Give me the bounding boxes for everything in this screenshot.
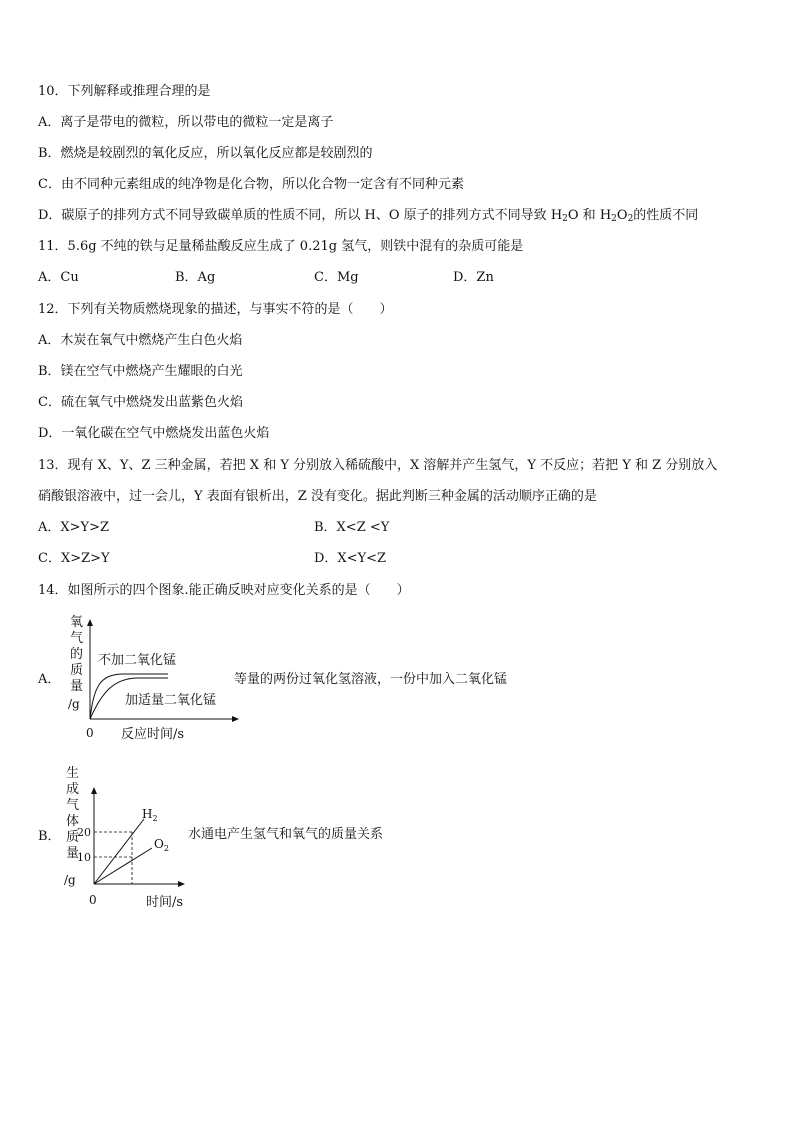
b-ylabel-7: /g — [64, 873, 76, 887]
b-h2-text: H — [142, 807, 153, 821]
b-o2-text: O — [154, 837, 164, 851]
b-tick-20: 20 — [77, 826, 91, 839]
b-line-h2 — [94, 819, 144, 884]
q13-option-b: B．X<Z <Y — [314, 520, 390, 535]
a-ylabel-5: 量 — [70, 679, 84, 694]
b-xlabel: 时间/s — [146, 895, 184, 910]
a-ylabel-3: 的 — [70, 647, 84, 662]
q14-stem: 14．如图所示的四个图象.能正确反映对应变化关系的是（ ） — [38, 583, 410, 598]
a-ylabel-1: 氧 — [70, 615, 84, 630]
q11-option-d: D．Zn — [453, 270, 494, 285]
a-ylabel-4: 质 — [70, 663, 84, 678]
b-h2-sub: 2 — [152, 814, 158, 823]
b-h2-label — [142, 807, 158, 823]
a-origin-label: 0 — [86, 726, 94, 740]
q14-option-b-letter: B． — [38, 829, 61, 844]
b-ylabel-4: 体 — [66, 814, 80, 829]
q14-option-a-desc: 等量的两份过氧化氢溶液，一份中加入二氧化锰 — [234, 672, 508, 687]
q13-option-c: C．X>Z>Y — [38, 551, 110, 566]
a-xlabel: 反应时间/s — [121, 727, 185, 742]
b-line-o2 — [94, 848, 152, 884]
q12-option-c: C．硫在氧气中燃烧发出蓝紫色火焰 — [38, 395, 243, 410]
q11-option-c: C．Mg — [314, 270, 359, 285]
q12-stem: 12．下列有关物质燃烧现象的描述，与事实不符的是（ ） — [38, 302, 393, 317]
a-ylabel-6: /g — [68, 697, 80, 711]
q14-option-b-desc: 水通电产生氢气和氧气的质量关系 — [188, 827, 384, 842]
q10-d-text-2: O 和 H — [567, 208, 612, 223]
q11-option-a: A．Cu — [38, 270, 79, 285]
a-curve2-label: 加适量二氧化锰 — [125, 693, 217, 708]
q13-option-d: D．X<Y<Z — [314, 551, 387, 566]
b-ylabel-2: 成 — [66, 782, 80, 797]
q10-d-text-3: O — [616, 208, 628, 223]
q10-option-c: C．由不同种元素组成的纯净物是化合物，所以化合物一定含有不同种元素 — [38, 177, 464, 192]
q11-option-b: B．Ag — [175, 270, 216, 285]
q10-option-d — [38, 208, 698, 224]
q10-d-sub-2: 2 — [611, 214, 617, 224]
b-origin-label: 0 — [89, 893, 97, 907]
q10-option-a: A．离子是带电的微粒，所以带电的微粒一定是离子 — [38, 115, 334, 130]
b-o2-label — [154, 837, 169, 853]
b-ylabel-3: 气 — [66, 798, 80, 813]
q10-d-text-4: 的性质不同 — [633, 208, 699, 223]
q14-option-b-graph — [62, 762, 192, 912]
q10-d-sub-1: 2 — [562, 214, 568, 224]
b-tick-10: 10 — [77, 851, 91, 864]
a-curve1-label: 不加二氧化锰 — [98, 653, 177, 668]
q14-option-a-graph — [62, 612, 242, 744]
b-ylabel-6: 量 — [66, 846, 80, 861]
b-o2-sub: 2 — [163, 844, 169, 853]
q10-d-text-1: D．碳原子的排列方式不同导致碳单质的性质不同，所以 H、O 原子的排列方式不同导致 H — [38, 208, 563, 223]
q10-d-sub-3: 2 — [627, 214, 634, 224]
q13-stem-line-1: 13．现有 X、Y、Z 三种金属，若把 X 和 Y 分别放入稀硫酸中，X 溶解并产生氢气，Y 不反应；若把 Y 和 Z 分别放入 — [38, 458, 718, 473]
q13-option-a: A．X>Y>Z — [38, 520, 110, 535]
b-ylabel-1: 生 — [66, 766, 80, 781]
q10-option-b: B．燃烧是较剧烈的氧化反应，所以氧化反应都是较剧烈的 — [38, 146, 373, 161]
b-ylabel-5: 质 — [66, 830, 80, 845]
q11-stem: 11．5.6g 不纯的铁与足量稀盐酸反应生成了 0.21g 氢气，则铁中混有的杂质可能是 — [38, 239, 524, 254]
a-ylabel-2: 气 — [70, 631, 84, 646]
q14-option-a-letter: A． — [38, 672, 61, 687]
q12-option-b: B．镁在空气中燃烧产生耀眼的白光 — [38, 364, 243, 379]
q12-option-a: A．木炭在氧气中燃烧产生白色火焰 — [38, 333, 243, 348]
q13-stem-line-2: 硝酸银溶液中，过一会儿，Y 表面有银析出，Z 没有变化。据此判断三种金属的活动顺序正确的是 — [38, 489, 597, 504]
q12-option-d: D．一氧化碳在空气中燃烧发出蓝色火焰 — [38, 426, 270, 441]
q10-stem: 10．下列解释或推理合理的是 — [38, 84, 211, 99]
